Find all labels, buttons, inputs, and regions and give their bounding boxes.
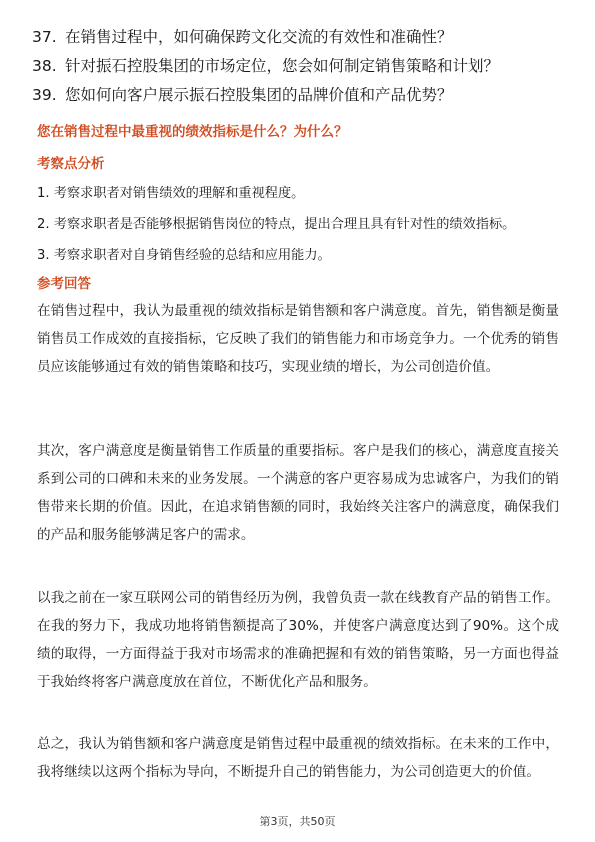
- answer-paragraph: 以我之前在一家互联网公司的销售经历为例，我曾负责一款在线教育产品的销售工作。在我的努力下，我成功地将销售额提高了30%，并使客户满意度达到了90%。这个成绩的取得，一方面得益于我对市场需求的准确把握和有效的销售策略，另一方面也得益于我始终将客户满意度放在首位，不断优化产品和服务。: [37, 590, 559, 690]
- answer-paragraph: 总之，我认为销售额和客户满意度是销售过程中最重视的绩效指标。在未来的工作中，我将继续以这两个指标为导向，不断提升自己的销售能力，为公司创造更大的价值。: [37, 736, 559, 780]
- analysis-item: 3. 考察求职者对自身销售经验的总结和应用能力。: [37, 248, 331, 263]
- analysis-item: 1. 考察求职者对销售绩效的理解和重视程度。: [37, 186, 305, 201]
- page-footer: 第3页，共50页: [259, 815, 336, 828]
- answer-heading: 参考回答: [37, 276, 91, 292]
- question-text: 在销售过程中，如何确保跨文化交流的有效性和准确性？: [65, 28, 453, 46]
- question-number: 39.: [32, 86, 57, 104]
- answer-paragraph: 在销售过程中，我认为最重视的绩效指标是销售额和客户满意度。首先，销售额是衡量销售员工作成效的直接指标，它反映了我们的销售能力和市场竞争力。一个优秀的销售员应该能够通过有效的销售策略和技巧，实现业绩的增长，为公司创造价值。: [37, 303, 559, 375]
- question-number: 37.: [32, 28, 57, 46]
- analysis-heading: 考察点分析: [37, 156, 105, 172]
- analysis-list: [37, 178, 567, 271]
- question-item: [32, 52, 572, 81]
- answer-paragraph: 其次，客户满意度是衡量销售工作质量的重要指标。客户是我们的核心，满意度直接关系到公司的口碑和未来的业务发展。一个满意的客户更容易成为忠诚客户，为我们的销售带来长期的价值。因此，在追求销售额的同时，我始终关注客户的满意度，确保我们的产品和服务能够满足客户的需求。: [37, 443, 559, 543]
- analysis-item: 2. 考察求职者是否能够根据销售岗位的特点，提出合理且具有针对性的绩效指标。: [37, 217, 516, 232]
- question-text: 针对振石控股集团的市场定位，您会如何制定销售策略和计划？: [65, 57, 500, 75]
- question-text: 您如何向客户展示振石控股集团的品牌价值和产品优势？: [65, 86, 453, 104]
- question-number: 38.: [32, 57, 57, 75]
- question-list: [32, 23, 572, 110]
- featured-question: 您在销售过程中最重视的绩效指标是什么？为什么？: [37, 124, 348, 140]
- question-item: [32, 81, 572, 110]
- question-item: [32, 23, 572, 52]
